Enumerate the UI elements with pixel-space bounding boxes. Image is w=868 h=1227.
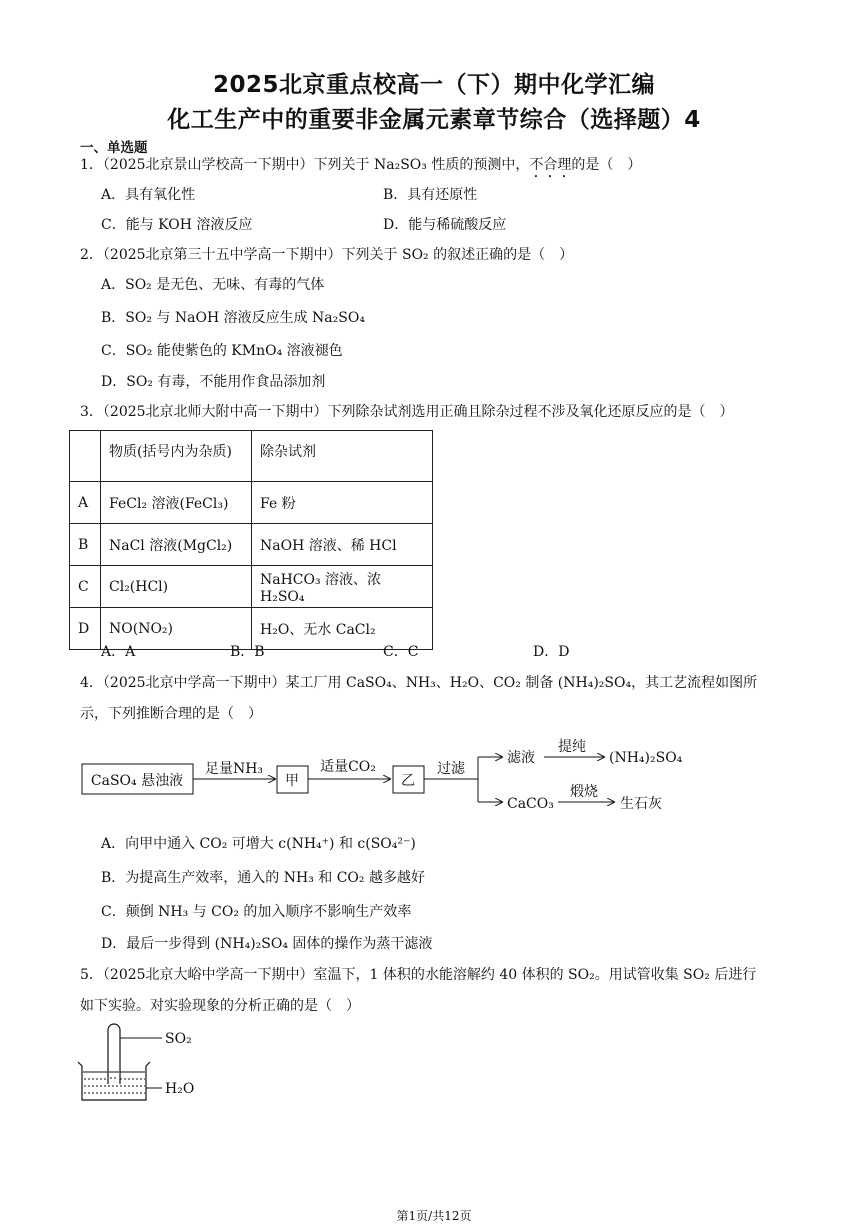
flow-purify-label: 提纯 (558, 739, 586, 755)
table-cell: H₂O、无水 CaCl₂ (252, 608, 433, 650)
q4-option-d: D．最后一步得到 (NH₄)₂SO₄ 固体的操作为蒸干滤液 (101, 936, 433, 952)
q1-option-a: A．具有氧化性 (101, 187, 196, 203)
table-cell: Fe 粉 (252, 482, 433, 524)
q2-stem: 2．（2025北京第三十五中学高一下期中）下列关于 SO₂ 的叙述正确的是（ ） (80, 247, 574, 263)
q3-stem: 3．（2025北京北师大附中高一下期中）下列除杂试剂选用正确且除杂过程不涉及氧化还原反应的是（ ） (80, 404, 734, 420)
test-tube-icon (108, 1024, 120, 1084)
flow-precipitate-label: CaCO₃ (507, 796, 554, 812)
page-number: 第1页/共12页 (396, 1209, 472, 1223)
flow-start-label: CaSO₄ 悬浊液 (90, 773, 184, 789)
table-cell: Cl₂(HCl) (101, 566, 252, 608)
q1-option-b: B．具有还原性 (383, 187, 478, 203)
flow-arrow1-label: 足量NH₃ (204, 761, 264, 777)
q2-option-d: D．SO₂ 有毒，不能用作食品添加剂 (101, 374, 326, 390)
section-label: 一、单选题 (80, 140, 148, 156)
page-title-line2: 化工生产中的重要非金属元素章节综合（选择题）4 (167, 107, 701, 133)
table-header-cell: 除杂试剂 (252, 431, 433, 482)
table-cell: NaHCO₃ 溶液、浓 H₂SO₄ (252, 566, 433, 608)
table-cell: NO(NO₂) (101, 608, 252, 650)
q1-option-d: D．能与稀硫酸反应 (383, 217, 507, 233)
table-cell: NaOH 溶液、稀 HCl (252, 524, 433, 566)
q2-option-b: B．SO₂ 与 NaOH 溶液反应生成 Na₂SO₄ (101, 310, 365, 326)
q5-stem-line2: 如下实验。对实验现象的分析正确的是（ ） (80, 998, 360, 1014)
label-so2: SO₂ (165, 1031, 192, 1047)
q3-option-a: A．A (101, 644, 136, 660)
q5-stem-line1: 5．（2025北京大峪中学高一下期中）室温下，1 体积的水能溶解约 40 体积的 SO₂。用试管收集 SO₂ 后进行 (80, 967, 757, 983)
q4-stem-line1: 4．（2025北京中学高一下期中）某工厂用 CaSO₄、NH₃、H₂O、CO₂ 制备 (NH₄)₂SO₄，其工艺流程如图所 (80, 675, 758, 691)
q1-option-c: C．能与 KOH 溶液反应 (101, 217, 253, 233)
table-cell: FeCl₂ 溶液(FeCl₃) (101, 482, 252, 524)
q3-option-b: B．B (230, 644, 265, 660)
q1-stem: 1．（2025北京景山学校高一下期中）下列关于 Na₂SO₃ 性质的预测中，不合理的是（ ） (80, 157, 642, 173)
flow-jia-label: 甲 (285, 773, 299, 789)
table-cell: NaCl 溶液(MgCl₂) (101, 524, 252, 566)
flow-arrow2-label: 适量CO₂ (320, 759, 376, 775)
q2-option-c: C．SO₂ 能使紫色的 KMnO₄ 溶液褪色 (101, 343, 343, 359)
q4-option-c: C．颠倒 NH₃ 与 CO₂ 的加入顺序不影响生产效率 (101, 904, 412, 920)
q3-option-d: D．D (533, 644, 570, 660)
q4-option-a: A．向甲中通入 CO₂ 可增大 c(NH₄⁺) 和 c(SO₄²⁻) (101, 836, 416, 852)
q3-option-c: C．C (383, 644, 419, 660)
flow-filter-label: 过滤 (437, 761, 465, 777)
table-cell: D (70, 608, 101, 650)
page-title-line1: 2025北京重点校高一（下）期中化学汇编 (212, 72, 655, 98)
label-h2o: H₂O (165, 1081, 195, 1097)
flow-product1-label: (NH₄)₂SO₄ (609, 750, 683, 766)
q4-option-b: B．为提高生产效率，通入的 NH₃ 和 CO₂ 越多越好 (101, 870, 425, 886)
table-cell: B (70, 524, 101, 566)
q4-stem-line2: 示，下列推断合理的是（ ） (80, 706, 262, 722)
flow-calcine-label: 煅烧 (570, 784, 598, 800)
flow-filtrate-label: 滤液 (507, 750, 535, 766)
flow-yi-label: 乙 (401, 773, 415, 789)
table-header-cell: 物质(括号内为杂质) (101, 431, 252, 482)
flow-product2-label: 生石灰 (620, 796, 662, 812)
table-cell: A (70, 482, 101, 524)
table-cell: C (70, 566, 101, 608)
q1-emphasis: 不合理 (529, 157, 572, 173)
q2-option-a: A．SO₂ 是无色、无味、有毒的气体 (101, 277, 325, 293)
